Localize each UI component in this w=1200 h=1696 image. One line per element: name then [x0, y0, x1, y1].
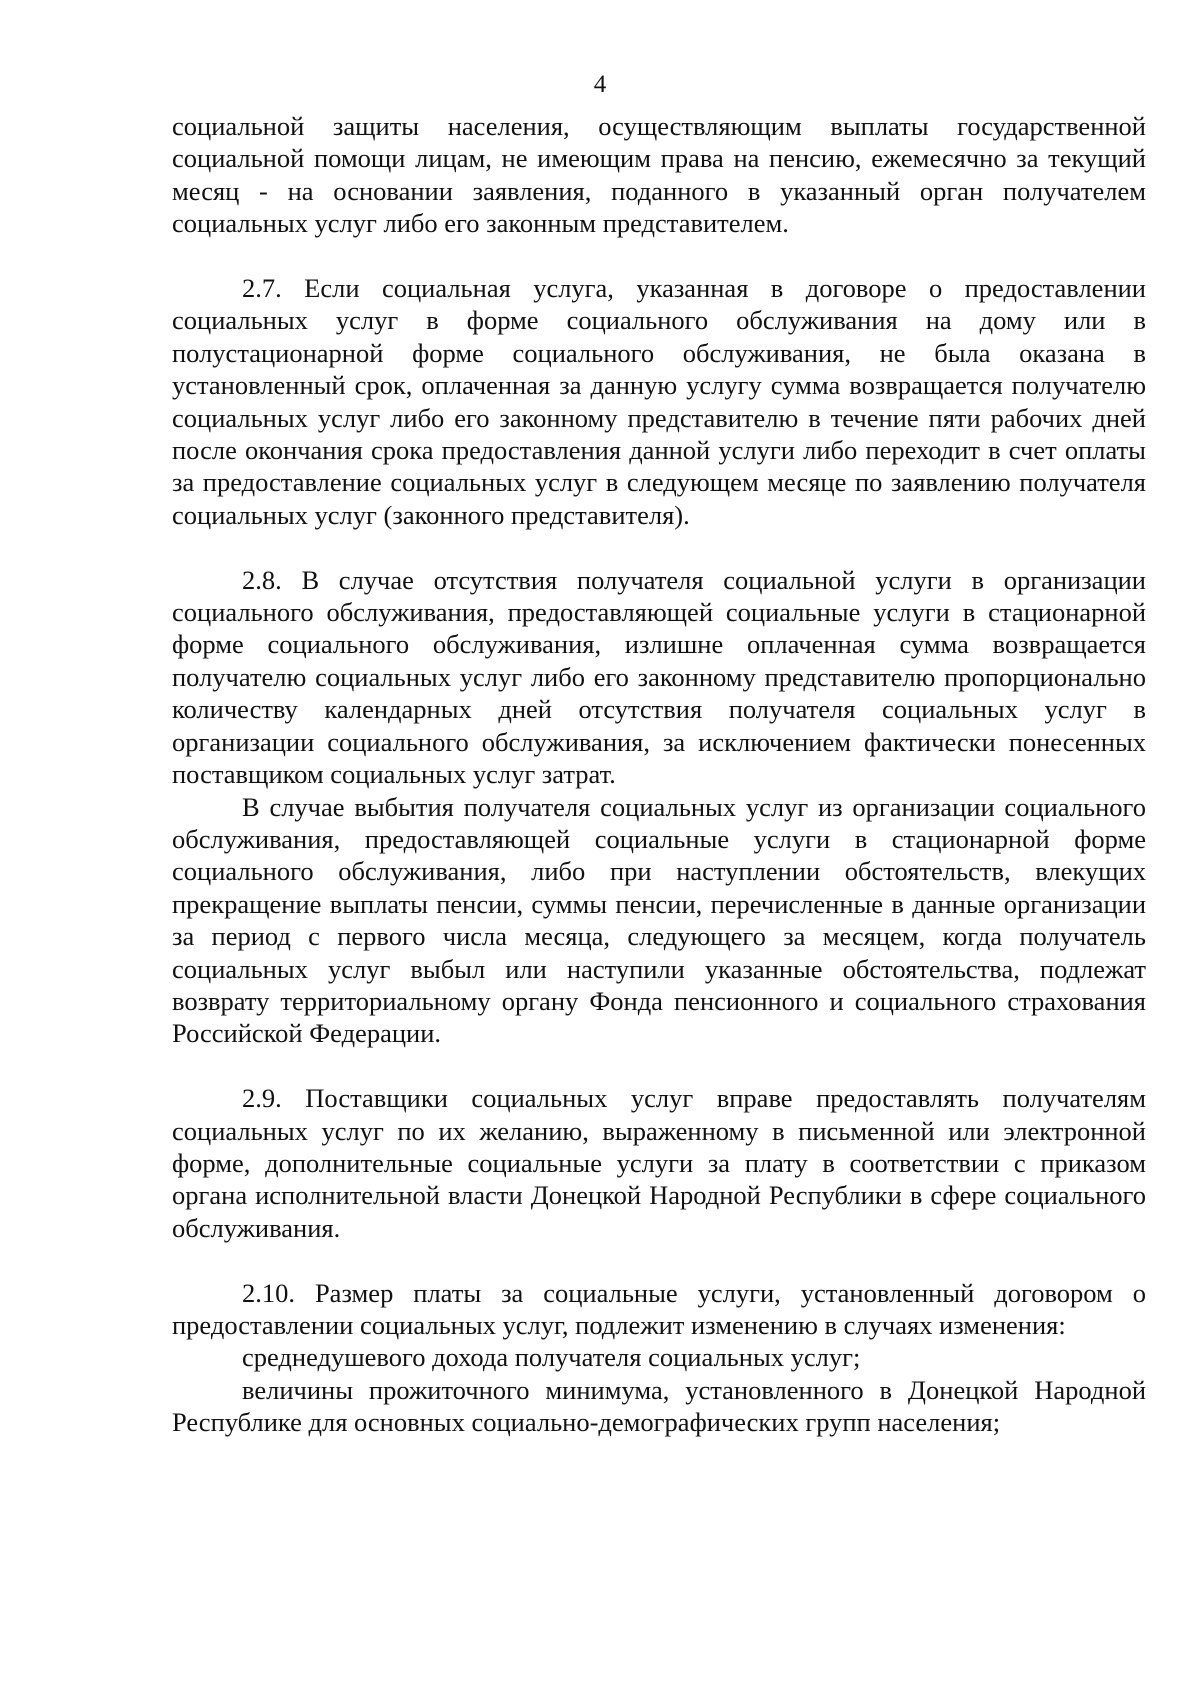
paragraph-2-7: 2.7. Если социальная услуга, указанная в договоре о предоставлении социальных услуг в форме социального обслуживания на дому или в полустационарной форме социального обслуживания, не была оказана в установленный срок, оплаченная за данную услугу сумма возвращается получателю социальных услуг либо его законному представителю в течение пяти рабочих дней после окончания срока предоставления данной услуги либо переходит в счет оплаты за предоставление социальных услуг в следующем месяце по заявлению получателя социальных услуг (законного представителя).: [172, 273, 1146, 530]
paragraph-2-8: 2.8. В случае отсутствия получателя социальной услуги в организации социального обслуживания, предоставляющей социальные услуги в стационарной форме социального обслуживания, излишне оплаченная сумма возвращается получателю социальных услуг либо его законному представителю пропорционально количеству календарных дней отсутствия получателя социальных услуг в организации социального обслуживания, за исключением фактически понесенных поставщиком социальных услуг затрат.: [172, 564, 1146, 790]
paragraph-gap: [172, 240, 1146, 272]
paragraph-2-9: 2.9. Поставщики социальных услуг вправе предоставлять получателям социальных услуг по их желанию, выраженному в письменной или электронной форме, дополнительные социальные услуги за плату в соответствии с приказом органа исполнительной власти Донецкой Народной Республики в сфере социального обслуживания.: [172, 1083, 1146, 1243]
paragraph-2-10-item-subsistence: величины прожиточного минимума, установленного в Донецкой Народной Республике для основных социально-демографических групп населения;: [172, 1374, 1146, 1438]
paragraph-gap: [172, 1244, 1146, 1276]
paragraph-continuation: социальной защиты населения, осуществляющим выплаты государственной социальной помощи лицам, не имеющим права на пенсию, ежемесячно за текущий месяц - на основании заявления, поданного в указанный орган получателем социальных услуг либо его законным представителем.: [172, 111, 1146, 239]
paragraph-2-10: 2.10. Размер платы за социальные услуги, установленный договором о предоставлении социальных услуг, подлежит изменению в случаях изменения:: [172, 1277, 1146, 1340]
page-number: 4: [593, 71, 607, 98]
paragraph-gap: [172, 531, 1146, 563]
paragraph-gap: [172, 1050, 1146, 1082]
document-body: [172, 110, 1146, 1439]
paragraph-2-8-departure: В случае выбытия получателя социальных услуг из организации социального обслуживания, предоставляющей социальные услуги в стационарной форме социального обслуживания, либо при наступлении обстоятельств, влекущих прекращение выплаты пенсии, суммы пенсии, перечисленные в данные организации за период с первого числа месяца, следующего за месяцем, когда получатель социальных услуг выбыл или наступили указанные обстоятельства, подлежат возврату территориальному органу Фонда пенсионного и социального страхования Российской Федерации.: [172, 791, 1146, 1049]
paragraph-2-10-item-income: среднедушевого дохода получателя социальных услуг;: [242, 1342, 861, 1373]
